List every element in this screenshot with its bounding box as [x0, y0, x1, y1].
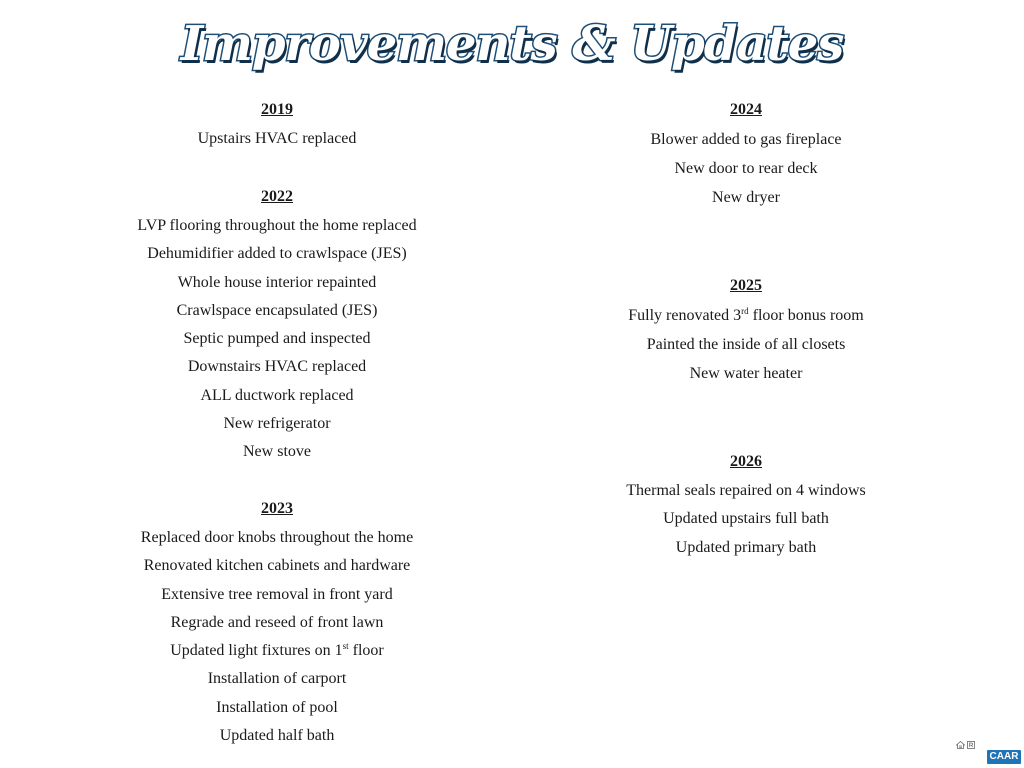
year-section-2019 [102, 100, 452, 153]
list-item: Upstairs HVAC replaced [197, 130, 357, 147]
list-item: Replaced door knobs throughout the home [140, 529, 414, 546]
ordinal-suffix: rd [741, 306, 749, 316]
list-item: Renovated kitchen cabinets and hardware [143, 557, 411, 575]
page-title: Improvements & Updates [180, 16, 844, 72]
item-text: Updated light fixtures on 1 [170, 642, 343, 660]
year-section-2024 [571, 100, 921, 212]
list-item: Crawlspace encapsulated (JES) [176, 301, 378, 319]
year-section-2023 [102, 499, 452, 750]
year-section-2026 [571, 452, 921, 562]
year-heading: 2024 [730, 101, 762, 118]
improvement-list [571, 301, 921, 388]
improvement-list [102, 212, 452, 467]
list-item: New door to rear deck [674, 160, 818, 177]
list-item: LVP flooring throughout the home replaced [137, 217, 417, 234]
realtor-icon [967, 741, 975, 749]
year-heading: 2026 [730, 453, 762, 470]
equal-housing-icon [956, 741, 965, 749]
list-item: New refrigerator [223, 415, 331, 433]
footer-icons [956, 741, 975, 749]
list-item: Painted the inside of all closets [646, 336, 846, 353]
list-item: New stove [243, 443, 311, 461]
item-text: floor bonus room [748, 307, 864, 324]
list-item: Thermal seals repaired on 4 windows [626, 482, 866, 499]
improvement-list [102, 524, 452, 750]
item-text: floor [348, 642, 384, 660]
list-item: Extensive tree removal in front yard [161, 585, 393, 603]
list-item: Installation of pool [216, 698, 338, 716]
list-item: Updated half bath [219, 727, 335, 745]
year-heading: 2022 [261, 188, 293, 205]
item-text: Fully renovated 3 [628, 307, 742, 324]
improvement-list [571, 125, 921, 212]
list-item: Dehumidifier added to crawlspace (JES) [147, 245, 407, 263]
year-section-2025 [571, 276, 921, 388]
ordinal-suffix: st [342, 641, 349, 652]
year-heading: 2023 [261, 500, 293, 517]
list-item: Septic pumped and inspected [183, 330, 371, 348]
year-section-2022 [102, 187, 452, 467]
list-item: Regrade and reseed of front lawn [170, 613, 384, 631]
year-heading: 2025 [730, 277, 762, 294]
list-item: New water heater [689, 365, 803, 382]
list-item: Updated primary bath [675, 538, 817, 556]
improvement-list [571, 477, 921, 562]
year-heading: 2019 [261, 101, 293, 118]
list-item: Whole house interior repainted [177, 273, 377, 291]
improvement-list [102, 125, 452, 153]
list-item: New dryer [712, 189, 780, 206]
list-item: Installation of carport [207, 670, 347, 688]
list-item: Updated upstairs full bath [663, 510, 829, 528]
list-item [571, 301, 921, 330]
caar-logo: CAAR [987, 750, 1021, 764]
list-item: Blower added to gas fireplace [650, 131, 842, 148]
list-item [102, 637, 452, 665]
list-item: Downstairs HVAC replaced [187, 358, 367, 376]
list-item: ALL ductwork replaced [200, 386, 354, 404]
